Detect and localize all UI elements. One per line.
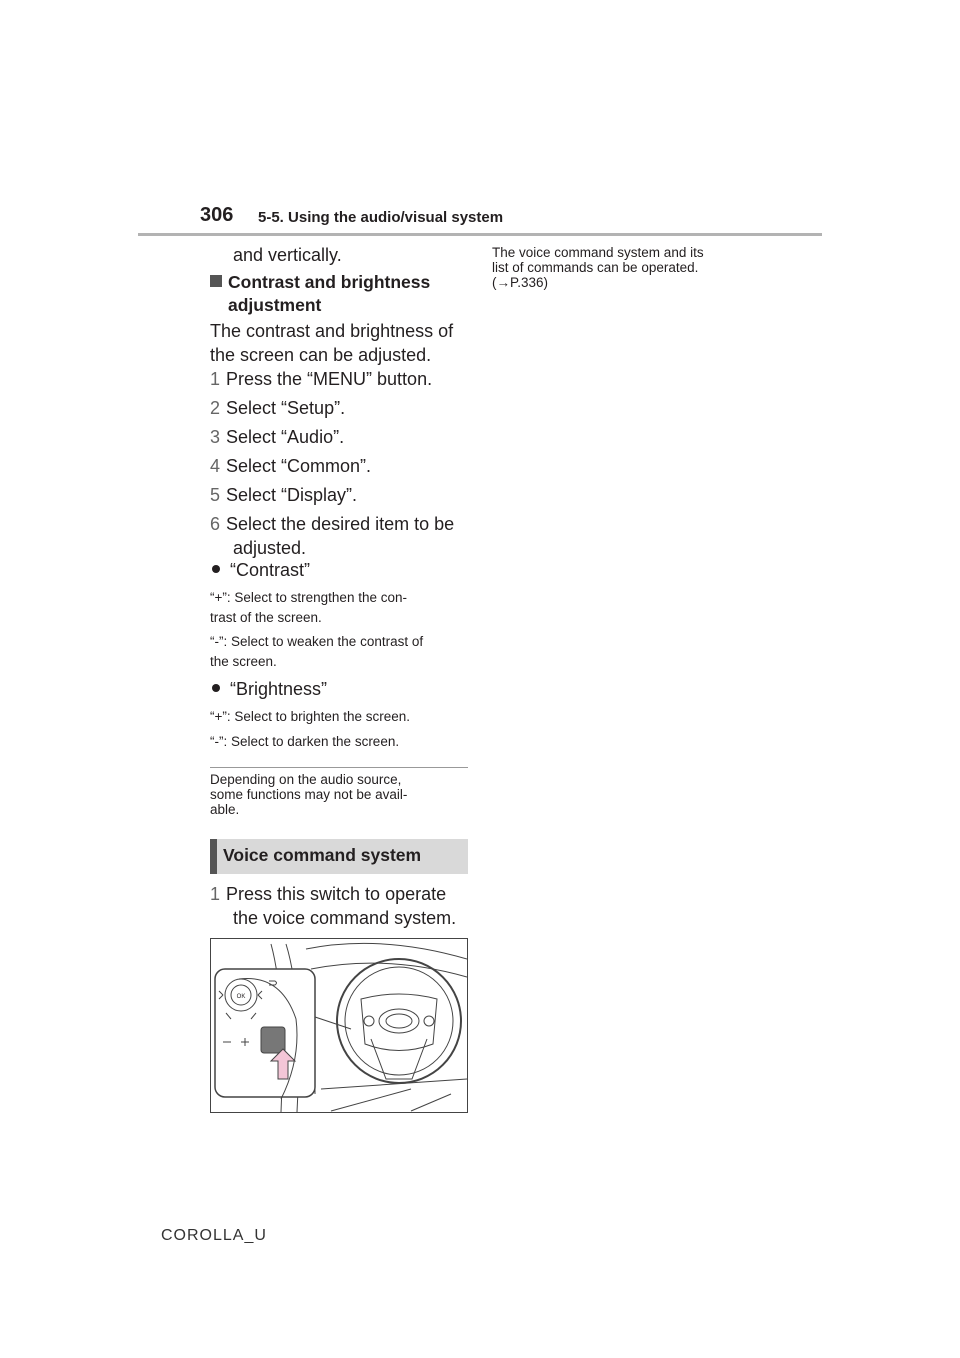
contrast-minus-desc: “-”: Select to weaken the contrast of the screen.: [210, 634, 424, 669]
ok-button-label: OK: [236, 994, 246, 1000]
bullet-icon: [212, 684, 220, 692]
steering-wheel-diagram: [211, 939, 467, 1112]
section-title: 5-5. Using the audio/visual system: [258, 209, 504, 226]
contrast-plus-desc: “+”: Select to strengthen the con- trast of the screen.: [210, 590, 407, 625]
list-item: 2 Select “Setup”.: [210, 398, 346, 418]
voice-command-heading: Voice command system: [223, 845, 422, 865]
footer-model-code: COROLLA_U: [161, 1227, 267, 1244]
continued-text: and vertically.: [233, 245, 342, 265]
brightness-plus-desc: “+”: Select to brighten the screen.: [210, 709, 410, 724]
brightness-minus-desc: “-”: Select to darken the screen.: [210, 734, 400, 749]
voice-command-note: The voice command system and its list of commands can be operated. (→P.336): [492, 245, 704, 290]
brightness-item: “Brightness”: [212, 677, 327, 701]
list-item: 4 Select “Common”.: [210, 456, 372, 476]
step-list: 1 Press the “MENU” button. 2 Select “Setup”. 3 Select “Audio”. 4 Select “Common”. 5 Select “Display”. 6 Select the desired item to be adjusted.: [210, 369, 455, 558]
list-item: 5 Select “Display”.: [210, 485, 358, 505]
steering-switch-illustration: [210, 938, 468, 1113]
note-text: Depending on the audio source, some functions may not be avail- able.: [210, 772, 408, 817]
list-item: 1 Press the “MENU” button.: [210, 369, 433, 389]
heading-accent-bar: [210, 839, 217, 874]
note-rule: [210, 767, 468, 768]
page-number: 306: [200, 204, 234, 226]
voice-step: 1 Press this switch to operate the voice command system.: [210, 884, 457, 928]
header-rule: [138, 233, 822, 236]
subheading: Contrast and brightness adjustment: [210, 271, 430, 317]
bullet-icon: [212, 565, 220, 573]
square-bullet-icon: [210, 275, 222, 287]
list-item: 6 Select the desired item to be: [210, 514, 455, 534]
contrast-item: “Contrast”: [212, 558, 310, 582]
list-item: 3 Select “Audio”.: [210, 427, 345, 447]
intro-paragraph: The contrast and brightness of the screen can be adjusted.: [210, 321, 454, 365]
